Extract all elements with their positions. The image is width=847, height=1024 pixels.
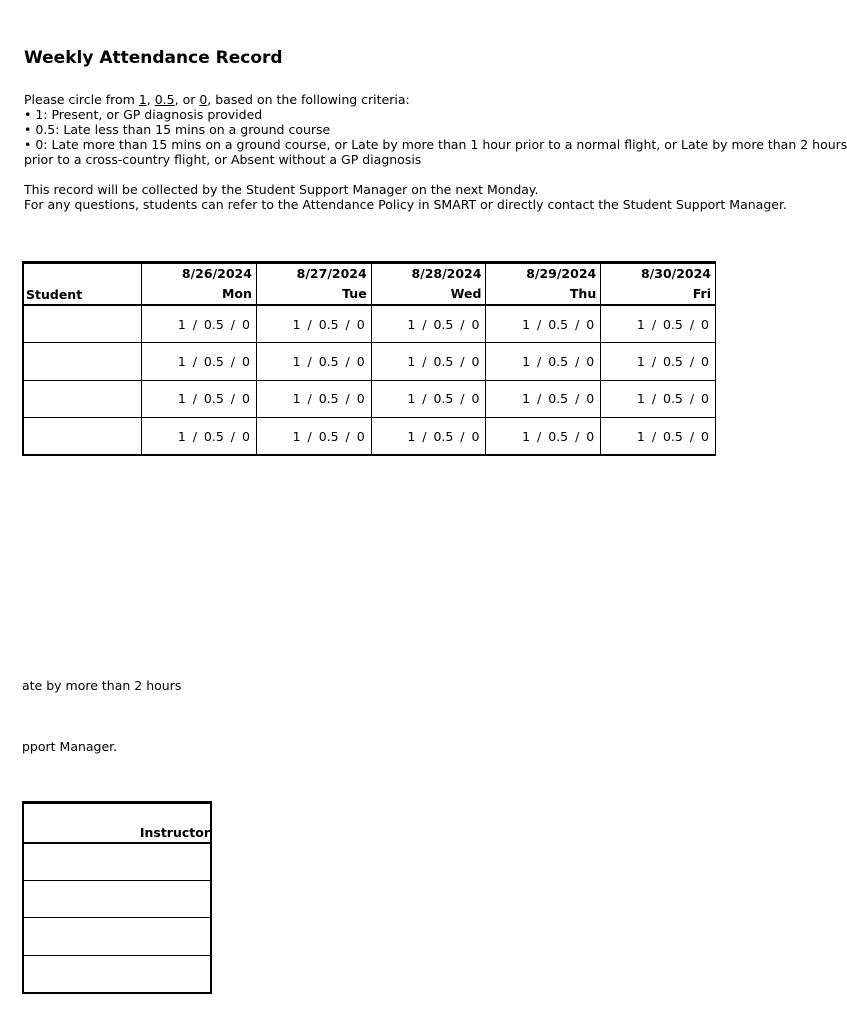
attendance-cell[interactable]: 1 / 0.5 / 0 — [486, 380, 601, 418]
overflow-contact-text: pport Manager. — [22, 739, 118, 754]
student-header: Student — [23, 263, 142, 306]
attendance-cell[interactable]: 1 / 0.5 / 0 — [256, 380, 371, 418]
criteria-0-line1: • 0: Late more than 15 mins on a ground course, or Late by more than 1 hour prior to a normal flight, or Late by more than 2 hours — [24, 137, 847, 152]
instructor-cell[interactable] — [23, 843, 211, 881]
collection-note: This record will be collected by the Student Support Manager on the next Monday. — [24, 182, 539, 197]
option-0: 0 — [199, 92, 208, 107]
attendance-cell[interactable]: 1 / 0.5 / 0 — [256, 418, 371, 456]
attendance-cell[interactable]: 1 / 0.5 / 0 — [371, 418, 486, 456]
table-row — [23, 918, 211, 956]
attendance-cell[interactable]: 1 / 0.5 / 0 — [486, 305, 601, 343]
table-row — [23, 955, 211, 993]
criteria-0-line2: prior to a cross-country flight, or Absent without a GP diagnosis — [24, 152, 422, 167]
table-row — [23, 843, 211, 881]
attendance-cell[interactable]: 1 / 0.5 / 0 — [601, 380, 716, 418]
attendance-cell[interactable]: 1 / 0.5 / 0 — [142, 380, 257, 418]
student-name-cell[interactable] — [23, 305, 142, 343]
table-row — [23, 343, 716, 381]
overflow-criteria-text: ate by more than 2 hours — [22, 678, 182, 693]
criteria-0-5: • 0.5: Late less than 15 mins on a ground course — [24, 122, 331, 137]
attendance-cell[interactable]: 1 / 0.5 / 0 — [142, 418, 257, 456]
attendance-cell[interactable]: 1 / 0.5 / 0 — [486, 343, 601, 381]
attendance-cell[interactable]: 1 / 0.5 / 0 — [142, 343, 257, 381]
option-0-5: 0.5 — [154, 92, 175, 107]
attendance-cell[interactable]: 1 / 0.5 / 0 — [142, 305, 257, 343]
student-name-cell[interactable] — [23, 380, 142, 418]
table-row — [23, 418, 716, 456]
page-title: Weekly Attendance Record — [24, 48, 283, 68]
table-row — [23, 305, 716, 343]
attendance-cell[interactable]: 1 / 0.5 / 0 — [371, 305, 486, 343]
student-name-cell[interactable] — [23, 343, 142, 381]
attendance-table — [22, 261, 716, 456]
attendance-cell[interactable]: 1 / 0.5 / 0 — [256, 305, 371, 343]
instructor-cell[interactable] — [23, 955, 211, 993]
table-row — [23, 380, 716, 418]
day-header-tue: 8/27/2024 Tue — [256, 263, 371, 306]
attendance-cell[interactable]: 1 / 0.5 / 0 — [371, 380, 486, 418]
day-header-thu: 8/29/2024 Thu — [486, 263, 601, 306]
table-row — [23, 880, 211, 918]
criteria-1: • 1: Present, or GP diagnosis provided — [24, 107, 263, 122]
circle-instruction: Please circle from 1, 0.5, or 0, based on the following criteria: — [24, 92, 410, 107]
attendance-cell[interactable]: 1 / 0.5 / 0 — [371, 343, 486, 381]
student-name-cell[interactable] — [23, 418, 142, 456]
attendance-cell[interactable]: 1 / 0.5 / 0 — [601, 418, 716, 456]
option-1: 1 — [138, 92, 147, 107]
attendance-cell[interactable]: 1 / 0.5 / 0 — [601, 343, 716, 381]
instructor-cell[interactable] — [23, 880, 211, 918]
attendance-cell[interactable]: 1 / 0.5 / 0 — [486, 418, 601, 456]
day-header-fri: 8/30/2024 Fri — [601, 263, 716, 306]
attendance-cell[interactable]: 1 / 0.5 / 0 — [601, 305, 716, 343]
instructor-header: Instructor — [23, 803, 211, 843]
instructor-table — [22, 801, 212, 994]
day-header-mon: 8/26/2024 Mon — [142, 263, 257, 306]
day-header-wed: 8/28/2024 Wed — [371, 263, 486, 306]
contact-note: For any questions, students can refer to the Attendance Policy in SMART or directly contact the Student Support Manager. — [24, 197, 787, 212]
instructor-cell[interactable] — [23, 918, 211, 956]
attendance-cell[interactable]: 1 / 0.5 / 0 — [256, 343, 371, 381]
